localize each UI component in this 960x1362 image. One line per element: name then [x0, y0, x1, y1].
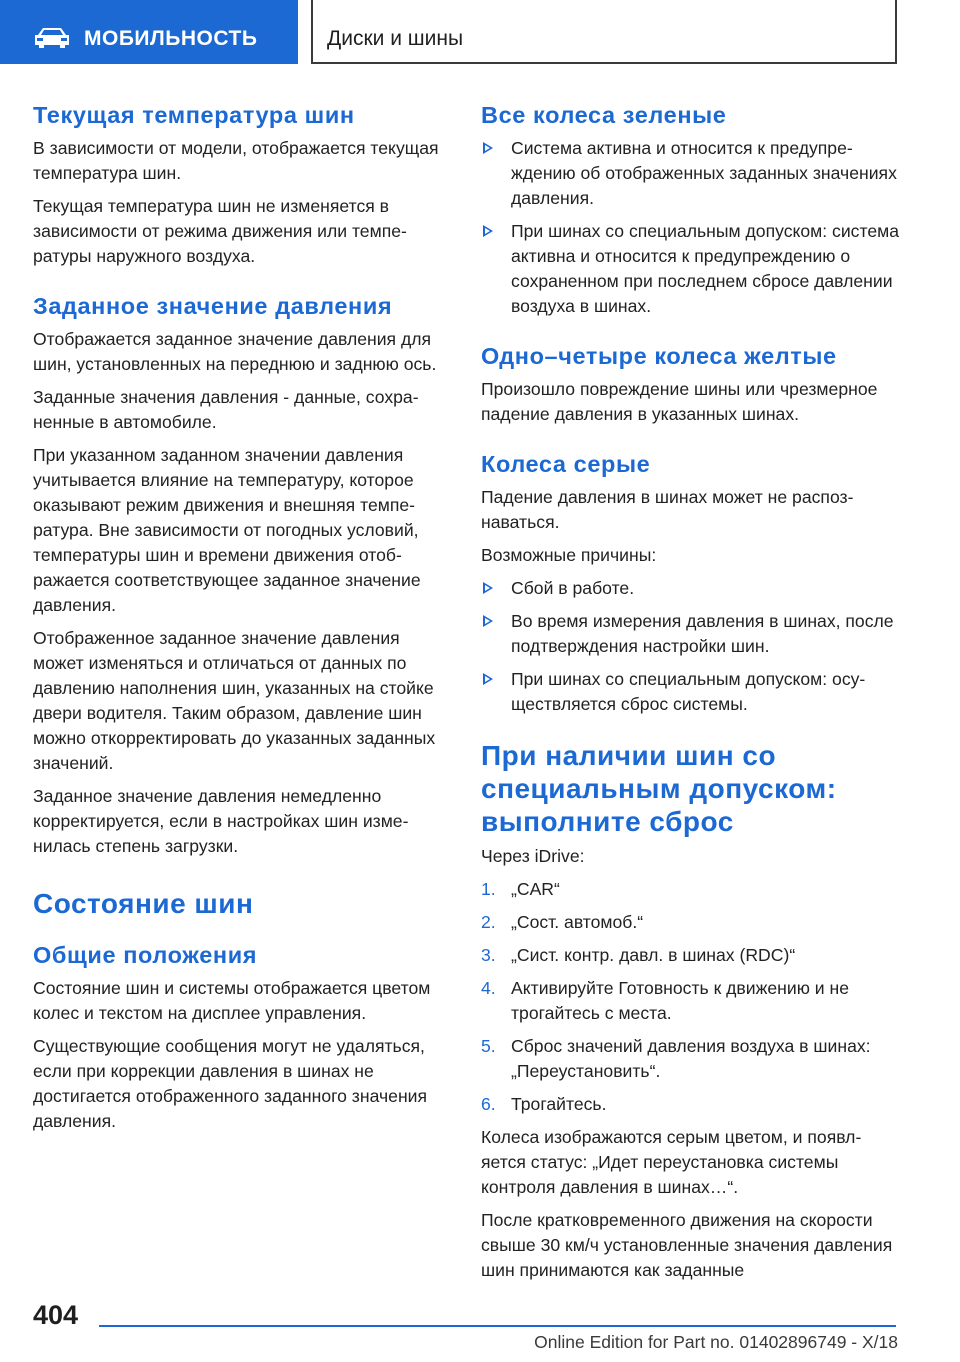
paragraph: Существующие сообщения могут не удаляться, если при коррекции давления в шинах не достигается отображенного заданного значения давления.: [33, 1036, 428, 1131]
heading-general: Общие положения: [33, 942, 258, 968]
paragraph: В зависимости от модели, отображается текущая температура шин.: [33, 138, 439, 183]
heading-current-temperature: Текущая температура шин: [33, 102, 355, 128]
paragraph: Заданное значение давления немедленно корректируется, если в настройках шин изменилась степень загрузки.: [33, 786, 409, 856]
heading-tire-state: Состояние шин: [33, 888, 254, 919]
paragraph: После кратковременного движения на скорости свыше 30 км/ч установленные значения давления шин принимаются как заданные: [481, 1210, 893, 1280]
right-column: [481, 100, 899, 1291]
paragraph: При указанном заданном значении давления учитывается влияние на температуру, которое оказывают режим движения и внешняя температура. Вне зависимости от погодных условий, температуры шин и времени движения отображается соответствующее заданное значение давления.: [33, 445, 421, 615]
paragraph: Возможные причины:: [481, 545, 657, 565]
grey-list: [481, 576, 899, 717]
chapter-header: [311, 0, 897, 64]
step-item: 2. „Сост. автомоб.“: [481, 912, 644, 932]
section-tab[interactable]: [0, 0, 298, 64]
heading-all-green: Все колеса зеленые: [481, 102, 727, 128]
paragraph: Отображенное заданное значение давления может изменяться и отличаться от данных по давлению наполнения шин, указанных на стойке двери водителя. Таким образом, давление шин можно откорректировать до указанных заданных значений.: [33, 628, 436, 773]
bullet-triangle-icon: [483, 142, 493, 154]
left-column: [33, 100, 451, 1142]
section-title: МОБИЛЬНОСТЬ: [84, 27, 258, 50]
step-item: 5. Сброс значений давления воздуха в шинах: „Переустановить“.: [481, 1036, 871, 1081]
heading-yellow: Одно–четыре колеса желтые: [481, 343, 837, 369]
bullet-triangle-icon: [483, 673, 493, 685]
chapter-title: Диски и шины: [327, 27, 464, 50]
bullet-triangle-icon: [483, 225, 493, 237]
paragraph: Через iDrive:: [481, 846, 585, 866]
car-icon: [34, 26, 70, 48]
page-number: 404: [33, 1300, 79, 1330]
paragraph: Колеса изображаются серым цветом, и появляется статус: „Идет переустановка системы контроля давления в шинах…“.: [481, 1127, 862, 1197]
step-item: 3. „Сист. контр. давл. в шинах (RDC)“: [481, 945, 796, 965]
paragraph: Падение давления в шинах может не распознаваться.: [481, 487, 854, 532]
bullet-triangle-icon: [483, 582, 493, 594]
bullet-triangle-icon: [483, 615, 493, 627]
step-item: 1. „CAR“: [481, 879, 560, 899]
heading-grey: Колеса серые: [481, 451, 651, 477]
step-item: 4. Активируйте Готовность к движению и не трогайтесь с места.: [481, 978, 850, 1023]
heading-reset: При наличии шин со специальным допуском: выполните сброс: [481, 740, 837, 837]
list-item: Сбой в работе.: [481, 576, 899, 601]
list-item: Во время измерения давления в шинах, после подтверждения настройки шин.: [481, 609, 899, 659]
paragraph: Произошло повреждение шины или чрезмерное падение давления в указанных шинах.: [481, 379, 878, 424]
step-item: 6. Трогайтесь.: [481, 1094, 607, 1114]
heading-target-pressure: Заданное значение давления: [33, 293, 393, 319]
list-item: При шинах со специальным допуском: осуществляется сброс системы.: [481, 667, 899, 717]
edition-note: Online Edition for Part no. 01402896749 - X/18: [534, 1332, 898, 1352]
list-item: При шинах со специальным допуском: система активна и относится к предупреждению о сохраненном при последнем сбросе давлении воздуха в шинах.: [481, 219, 899, 319]
paragraph: Отображается заданное значение давления для шин, установленных на переднюю и заднюю ось.: [33, 329, 437, 374]
paragraph: Состояние шин и системы отображается цветом колес и текстом на дисплее управления.: [33, 978, 431, 1023]
paragraph: Текущая температура шин не изменяется в зависимости от режима движения или температуры наружного воздуха.: [33, 196, 407, 266]
green-list: [481, 136, 899, 319]
list-item: Система активна и относится к предупреждению об отображенных заданных значениях давления.: [481, 136, 899, 211]
footer-divider: [99, 1325, 896, 1327]
paragraph: Заданные значения давления - данные, сохраненные в автомобиле.: [33, 387, 419, 432]
reset-steps: [481, 877, 899, 1117]
